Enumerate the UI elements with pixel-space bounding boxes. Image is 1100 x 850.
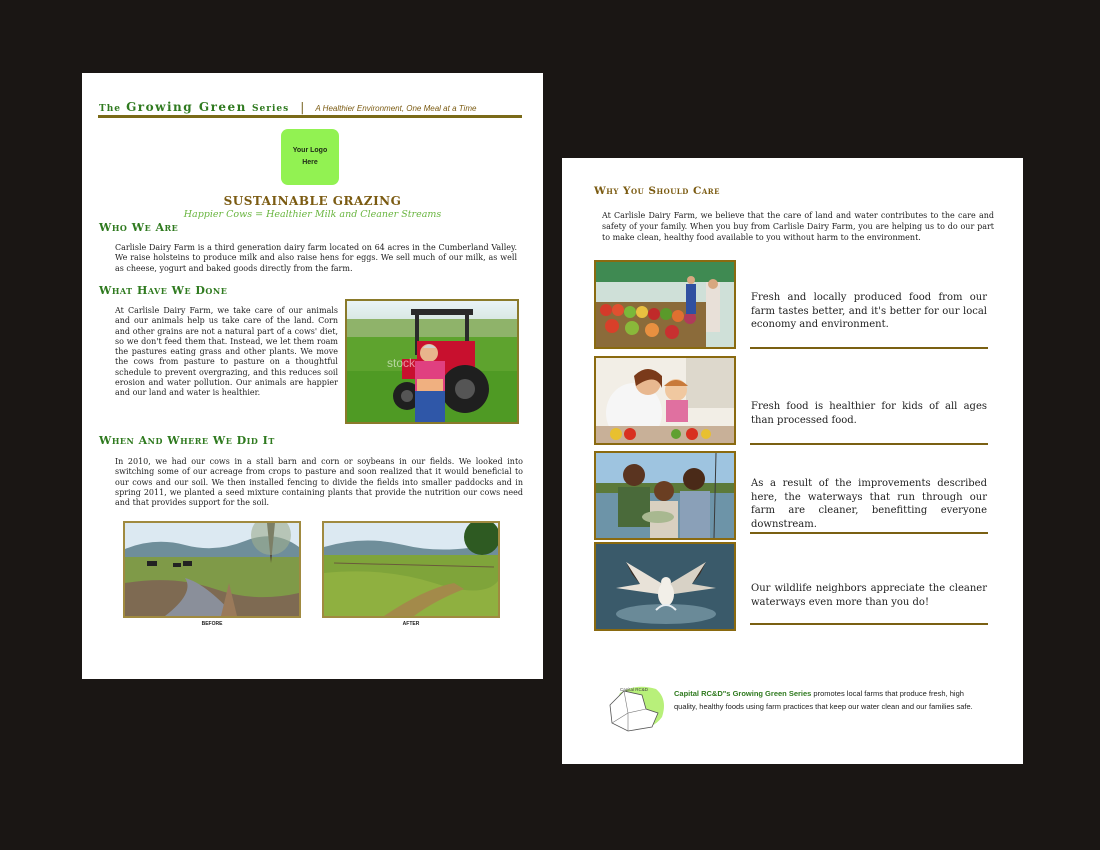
farmer-tractor-photo [345,299,519,424]
footer-series-name: Capital RC&D"s Growing Green Series [674,689,812,698]
before-photo [123,521,301,618]
farmers-market-illustration [596,262,734,347]
footer-logo-label: Capital RC&D [620,687,649,692]
logo-text-line-1: Your Logo [292,147,328,154]
what-have-we-done-heading: What Have We Done [99,284,228,297]
when-where-heading: When And Where We Did It [99,434,275,447]
farmer-tractor-illustration [347,301,517,422]
row-1-rule [750,347,988,349]
who-we-are-text: Carlisle Dairy Farm is a third generation dairy farm located on 64 acres in the Cumberland Valley. We raise holsteins to produce milk and also raise hens for eggs. We sell much of our milk, as well as cheese, yogurt and baked goods directly from the farm. [115,243,517,273]
row-1-text: Fresh and locally produced food from our farm tastes better, and it's better for our local economy and environment. [751,292,987,330]
header-rule [98,115,522,118]
logo-text-line-2: Here [302,159,318,166]
row-2-rule [750,443,988,445]
footer-description: promotes local farms that produce fresh, high quality, healthy foods using farm practices that keep our water clean and our families safe. [674,689,973,711]
after-photo [322,521,500,618]
row-2-text: Fresh food is healthier for kids of all ages than processed food. [751,401,987,426]
front-page [82,73,543,679]
logo-placeholder [281,129,339,185]
row-3-text: As a result of the improvements described here, the waterways that run through our farm are cleaner, benefitting everyone downstream. [751,478,987,530]
why-you-should-care-heading: Why You Should Care [594,185,720,197]
who-we-are-heading: Who We Are [99,221,179,234]
series-separator: | [300,100,305,114]
photo-watermark: stock [387,356,416,370]
family-fishing-illustration [596,453,734,538]
what-have-we-done-text: At Carlisle Dairy Farm, we take care of our animals and our animals help us take care of the land. Corn and other grains are not a natural part of a cows' diet, so we don't feed them that. Instead, we let them roam the pastures eating grass and other plants. We move the cows from pasture to pasture on a thoughtful schedule to prevent overgrazing, and this reduces soil erosion and water pollution. Our animals are happier and our land and water is healthier. [115,306,338,398]
series-the: The [99,104,121,114]
capital-rcd-logo [606,683,668,735]
why-you-should-care-intro: At Carlisle Dairy Farm, we believe that the care of land and water contributes to the care and safety of your family. When you buy from Carlisle Dairy Farm, you are helping us to do our part to make clean, healthy food available to you without harm to the environment. [602,211,994,242]
series-header [99,96,523,112]
document-title: SUSTAINABLE GRAZING [223,194,402,208]
footer-text [674,688,979,713]
osprey-photo [594,542,736,631]
series-name: Growing Green [126,100,247,114]
mother-child-illustration [596,358,734,443]
farmers-market-photo [594,260,736,349]
before-landscape-illustration [125,523,299,616]
back-page [562,158,1023,764]
family-fishing-photo [594,451,736,540]
osprey-illustration [596,544,734,629]
row-4-text: Our wildlife neighbors appreciate the cleaner waterways even more than you do! [751,583,987,608]
capital-rcd-map-icon [606,683,668,735]
when-where-text: In 2010, we had our cows in a stall barn and corn or soybeans in our fields. We looked into switching some of our acreage from crops to pasture and soon realized that it would beneficial to our cows and our soil. We then installed fencing to divide the fields into smaller paddocks and in spring 2011, we planted a seed mixture containing plants that provide the nutrition our cows need and that provides support for the soil. [115,457,523,508]
mother-child-photo [594,356,736,445]
after-landscape-illustration [324,523,498,616]
series-word: Series [251,104,290,114]
after-caption: AFTER [402,621,420,627]
document-subtitle: Happier Cows = Healthier Milk and Cleaner Streams [183,209,442,220]
series-tagline: A Healthier Environment, One Meal at a Time [315,104,477,113]
before-caption: BEFORE [201,621,223,627]
row-4-rule [750,623,988,625]
row-3-rule [750,532,988,534]
